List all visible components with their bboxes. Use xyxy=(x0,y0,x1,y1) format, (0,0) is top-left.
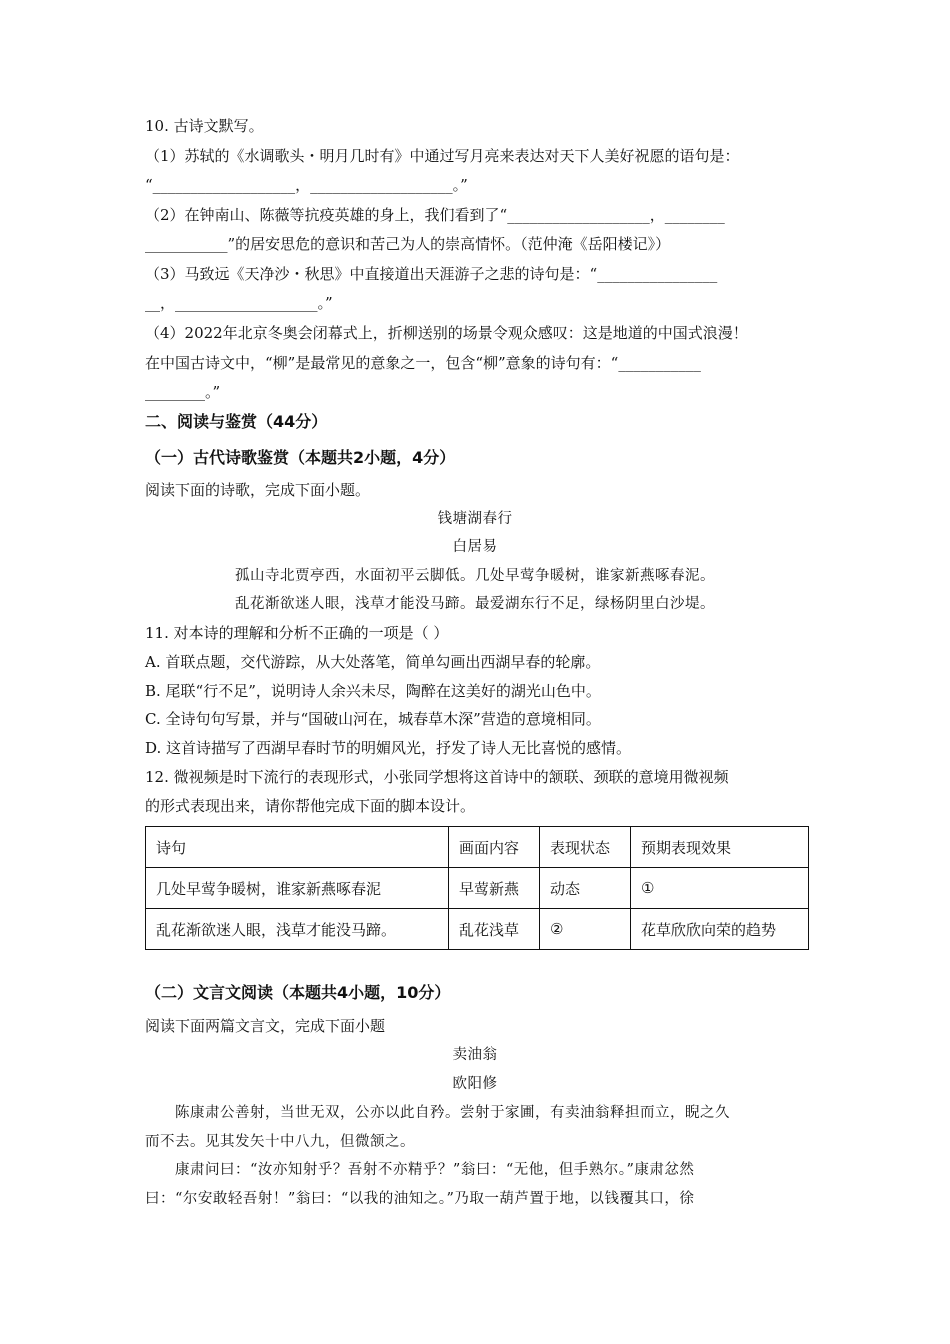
table-header-row xyxy=(146,827,809,868)
q12-stem-line1: 12. 微视频是时下流行的表现形式，小张同学想将这首诗中的颔联、颈联的意境用微视频 xyxy=(145,768,729,786)
table-cell: 乱花浅草 xyxy=(449,909,540,950)
table-cell: 动态 xyxy=(540,868,631,909)
q10-p4-line3: ________。” xyxy=(145,383,221,401)
q10-p2-line1: （2）在钟南山、陈薇等抗疫英雄的身上，我们看到了“___________________，________ xyxy=(145,206,725,224)
q11-option-d: D. 这首诗描写了西湖早春时节的明媚风光，抒发了诗人无比喜悦的感情。 xyxy=(145,739,632,757)
table-header-cell: 画面内容 xyxy=(449,827,540,868)
q10-p4-line1: （4）2022年北京冬奥会闭幕式上，折柳送别的场景令观众感叹：这是地道的中国式浪漫！ xyxy=(145,324,748,342)
table-row xyxy=(146,868,809,909)
q10-p3-line1: （3）马致远《天净沙・秋思》中直接道出天涯游子之悲的诗句是：“________________ xyxy=(145,265,718,283)
q11-option-c: C. 全诗句句写景，并与“国破山河在，城春草木深”营造的意境相同。 xyxy=(145,710,601,728)
table-header-cell: 诗句 xyxy=(146,827,449,868)
poetry-intro: 阅读下面的诗歌，完成下面小题。 xyxy=(145,481,371,499)
classical-para1-line1: 陈康肃公善射，当世无双，公亦以此自矜。尝射于家圃，有卖油翁释担而立，睨之久 xyxy=(175,1105,730,1121)
table-header-cell: 表现状态 xyxy=(540,827,631,868)
poem-title: 钱塘湖春行 xyxy=(437,511,513,527)
table-cell: ② xyxy=(540,909,631,950)
q11-option-b: B. 尾联“行不足”，说明诗人余兴未尽，陶醉在这美好的湖光山色中。 xyxy=(145,682,601,700)
q10-p1-line1: （1）苏轼的《水调歌头・明月几时有》中通过写月亮来表达对天下人美好祝愿的语句是： xyxy=(145,147,740,165)
section-2-title: 二、阅读与鉴赏（44分） xyxy=(145,412,328,431)
table-cell: 几处早莺争暖树，谁家新燕啄春泥 xyxy=(146,868,449,909)
q10-title: 10. 古诗文默写。 xyxy=(145,117,264,135)
classical-text-title: 卖油翁 xyxy=(452,1047,498,1063)
classical-para1-line2: 而不去。见其发矢十中八九，但微颔之。 xyxy=(145,1134,415,1150)
subsection-poetry-title: （一）古代诗歌鉴赏（本题共2小题，4分） xyxy=(145,448,456,467)
q10-p1-line2: “___________________，___________________。” xyxy=(145,176,468,194)
subsection-classical-title: （二）文言文阅读（本题共4小题，10分） xyxy=(145,983,451,1002)
table-header-cell: 预期表现效果 xyxy=(631,827,809,868)
script-design-table xyxy=(145,826,809,950)
q10-p2-line2: ___________”的居安思危的意识和苦己为人的崇高情怀。（范仲淹《岳阳楼记》） xyxy=(145,235,671,253)
q11-option-a: A. 首联点题，交代游踪，从大处落笔，简单勾画出西湖早春的轮廓。 xyxy=(145,653,601,671)
classical-text-author: 欧阳修 xyxy=(452,1076,498,1092)
table-cell: 早莺新燕 xyxy=(449,868,540,909)
q10-p4-line2: 在中国古诗文中，“柳”是最常见的意象之一，包含“柳”意象的诗句有：“___________ xyxy=(145,354,701,372)
classical-para2-line2: 曰：“尔安敢轻吾射！”翁曰：“以我的油知之。”乃取一葫芦置于地，以钱覆其口，徐 xyxy=(145,1191,695,1207)
table-row xyxy=(146,909,809,950)
poem-line-2: 乱花渐欲迷人眼，浅草才能没马蹄。最爱湖东行不足，绿杨阴里白沙堤。 xyxy=(235,596,715,612)
q11-stem: 11. 对本诗的理解和分析不正确的一项是（ ） xyxy=(145,624,449,642)
poem-line-1: 孤山寺北贾亭西，水面初平云脚低。几处早莺争暖树，谁家新燕啄春泥。 xyxy=(235,568,715,584)
q10-p3-line2: __，___________________。” xyxy=(145,294,333,312)
poem-author: 白居易 xyxy=(452,539,498,555)
table-cell: 花草欣欣向荣的趋势 xyxy=(631,909,809,950)
table-cell: 乱花渐欲迷人眼，浅草才能没马蹄。 xyxy=(146,909,449,950)
classical-intro: 阅读下面两篇文言文，完成下面小题 xyxy=(145,1017,386,1035)
q12-stem-line2: 的形式表现出来，请你帮他完成下面的脚本设计。 xyxy=(145,797,476,815)
table-cell: ① xyxy=(631,868,809,909)
classical-para2-line1: 康肃问曰：“汝亦知射乎？吾射不亦精乎？”翁曰：“无他，但手熟尔。”康肃忿然 xyxy=(175,1162,695,1178)
